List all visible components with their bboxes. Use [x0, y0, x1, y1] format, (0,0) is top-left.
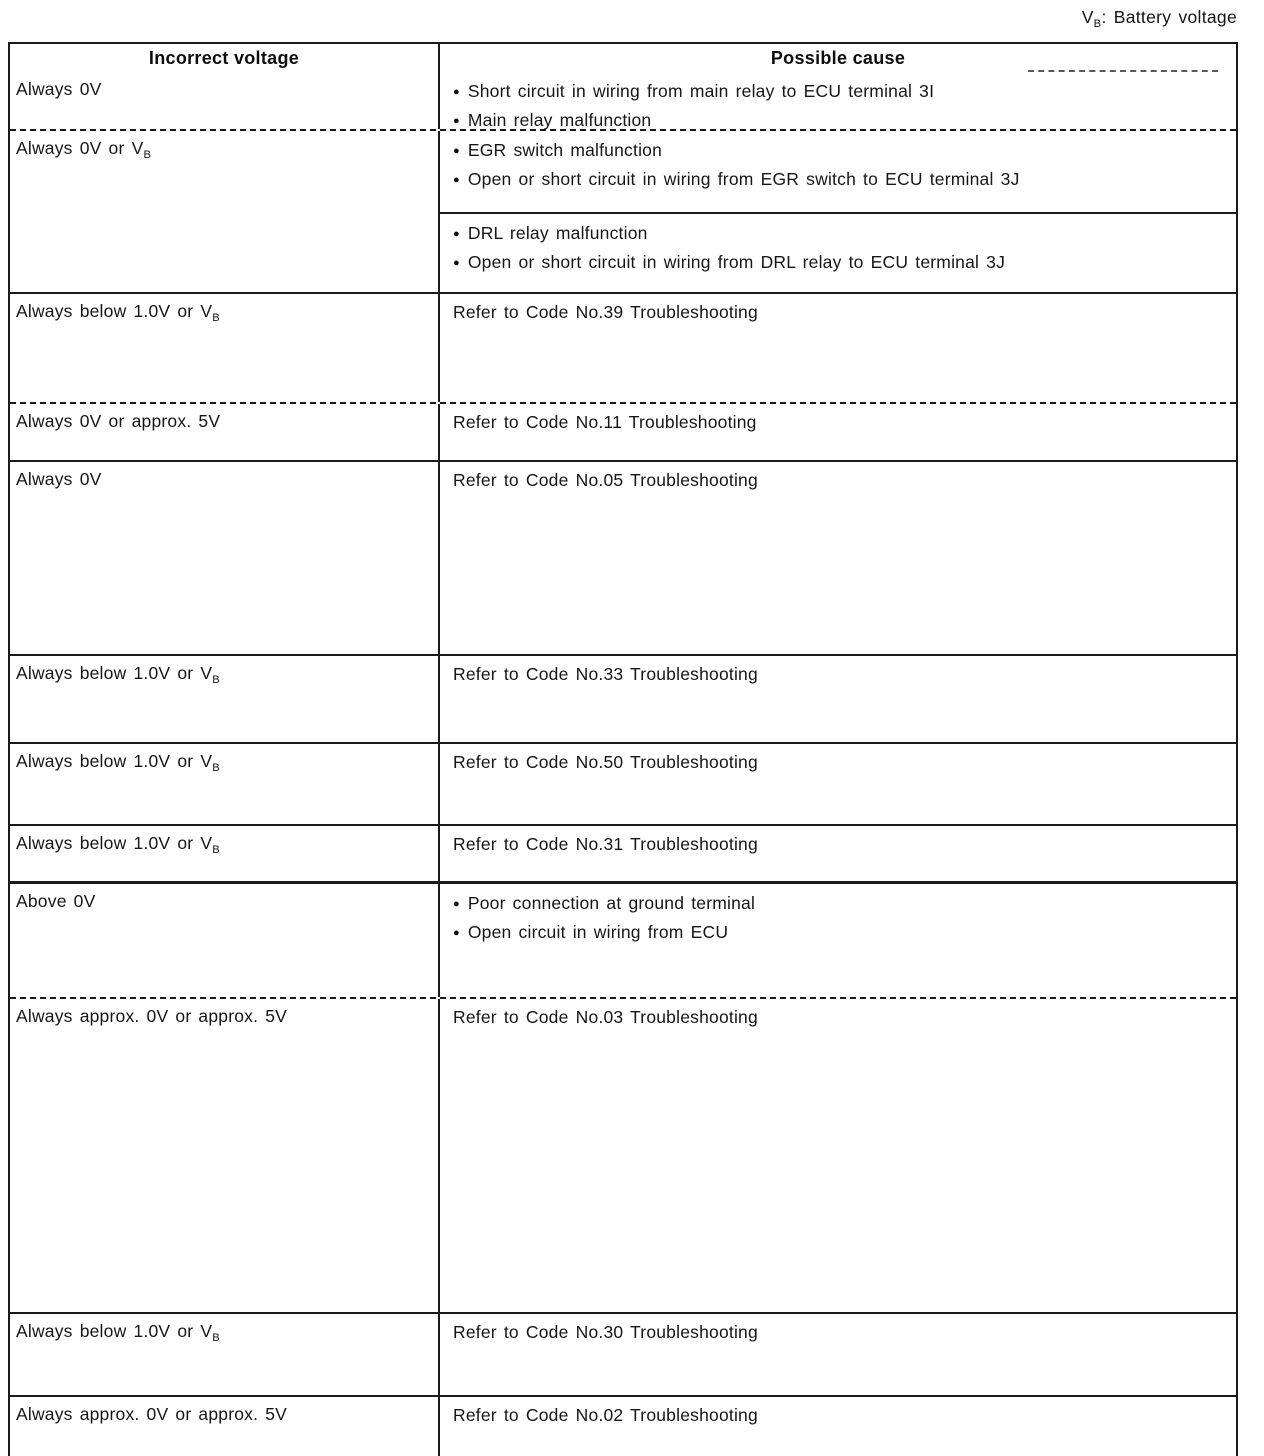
table-row — [10, 292, 1236, 402]
subscript-b: B — [1093, 18, 1102, 30]
voltage-cause-table — [8, 42, 1238, 1456]
possible-cause-cell — [440, 294, 1236, 402]
cause-subcell — [440, 884, 1236, 948]
table-row — [10, 1395, 1236, 1456]
incorrect-voltage-cell: Always below 1.0V or $V_B$ — [10, 294, 440, 402]
table-body — [10, 72, 1236, 1456]
cause-reference-text: Refer to Code No.05 Troubleshooting — [453, 470, 758, 490]
cause-reference-text: Refer to Code No.39 Troubleshooting — [453, 302, 758, 322]
incorrect-voltage-cell: Always below 1.0V or $V_B$ — [10, 826, 440, 881]
cause-bullet-text: Main relay malfunction — [467, 110, 652, 130]
possible-cause-cell — [440, 1397, 1236, 1456]
table-row — [10, 997, 1236, 1312]
cause-bullet-item — [453, 890, 1224, 919]
incorrect-voltage-cell: Always below 1.0V or $V_B$ — [10, 1314, 440, 1395]
bullet-icon: ● — [453, 86, 460, 98]
column-header-incorrect-voltage: Incorrect voltage — [10, 44, 440, 72]
table-row — [10, 881, 1236, 997]
cause-bullet-text: Open or short circuit in wiring from EGR switch to ECU terminal 3J — [467, 169, 1020, 189]
incorrect-voltage-cell: Always approx. 0V or approx. 5V — [10, 1397, 440, 1456]
incorrect-voltage-cell: Always 0V — [10, 72, 440, 129]
cause-subcell — [440, 656, 1236, 685]
cause-subcell — [440, 1397, 1236, 1426]
cause-bullet-item — [453, 137, 1224, 166]
possible-cause-cell — [440, 999, 1236, 1312]
table-row — [10, 824, 1236, 881]
cause-reference-text: Refer to Code No.31 Troubleshooting — [453, 834, 758, 854]
bullet-icon: ● — [453, 145, 460, 157]
cause-subcell — [440, 1314, 1236, 1343]
bullet-icon: ● — [453, 228, 460, 240]
incorrect-voltage-cell: Above 0V — [10, 884, 440, 997]
cause-subcell — [440, 999, 1236, 1028]
cause-bullet-text: Open circuit in wiring from ECU — [467, 922, 729, 942]
subscript-b: B — [143, 149, 152, 161]
possible-cause-cell — [440, 462, 1236, 654]
possible-cause-cell — [440, 72, 1236, 129]
cause-subcell — [440, 462, 1236, 491]
bullet-icon: ● — [453, 898, 460, 910]
possible-cause-cell — [440, 826, 1236, 881]
cause-reference-text: Refer to Code No.03 Troubleshooting — [453, 1007, 758, 1027]
table-row — [10, 402, 1236, 460]
cause-subcell — [440, 294, 1236, 323]
cause-bullet-text: Open or short circuit in wiring from DRL relay to ECU terminal 3J — [467, 252, 1006, 272]
table-row — [10, 72, 1236, 129]
cause-subcell — [440, 131, 1236, 212]
table-row — [10, 654, 1236, 742]
possible-cause-cell — [440, 131, 1236, 292]
cause-bullet-item — [453, 166, 1224, 195]
subscript-b: B — [212, 674, 220, 686]
bullet-icon: ● — [453, 257, 460, 269]
cause-bullet-item — [453, 78, 1224, 107]
bullet-icon: ● — [453, 927, 460, 939]
cause-subcell — [440, 826, 1236, 855]
possible-cause-cell — [440, 404, 1236, 460]
cause-reference-text: Refer to Code No.30 Troubleshooting — [453, 1322, 758, 1342]
cause-bullet-text: DRL relay malfunction — [467, 223, 648, 243]
subscript-b: B — [212, 312, 220, 324]
cause-bullet-text: EGR switch malfunction — [467, 140, 663, 160]
column-header-possible-cause: Possible cause — [440, 44, 1236, 72]
possible-cause-cell — [440, 884, 1236, 997]
cause-reference-text: Refer to Code No.11 Troubleshooting — [453, 412, 757, 432]
subscript-b: B — [212, 844, 220, 856]
cause-reference-text: Refer to Code No.33 Troubleshooting — [453, 664, 758, 684]
table-row — [10, 129, 1236, 292]
cause-subcell — [440, 212, 1236, 292]
incorrect-voltage-cell: Always approx. 0V or approx. 5V — [10, 999, 440, 1312]
incorrect-voltage-cell: Always 0V or $V_B$ — [10, 131, 440, 292]
incorrect-voltage-cell: Always 0V or approx. 5V — [10, 404, 440, 460]
subscript-b: B — [212, 762, 220, 774]
cause-reference-text: Refer to Code No.50 Troubleshooting — [453, 752, 758, 772]
incorrect-voltage-cell: Always below 1.0V or $V_B$ — [10, 744, 440, 824]
subscript-b: B — [212, 1332, 220, 1344]
bullet-icon: ● — [453, 174, 460, 186]
possible-cause-cell — [440, 656, 1236, 742]
cause-bullet-item — [453, 919, 1224, 948]
incorrect-voltage-cell: Always 0V — [10, 462, 440, 654]
incorrect-voltage-cell: Always below 1.0V or $V_B$ — [10, 656, 440, 742]
cause-subcell — [440, 404, 1236, 433]
bullet-icon: ● — [453, 115, 460, 127]
cause-subcell — [440, 744, 1236, 773]
cause-bullet-item — [453, 220, 1224, 249]
battery-voltage-note: $V_B$: Battery voltage — [1081, 7, 1237, 30]
table-row — [10, 1312, 1236, 1395]
cause-subcell — [440, 72, 1236, 136]
cause-bullet-item — [453, 249, 1224, 278]
table-row — [10, 460, 1236, 654]
table-row — [10, 742, 1236, 824]
cause-reference-text: Refer to Code No.02 Troubleshooting — [453, 1405, 758, 1425]
cause-bullet-text: Short circuit in wiring from main relay to ECU terminal 3I — [467, 81, 935, 101]
table-header-row — [10, 44, 1236, 72]
possible-cause-cell — [440, 744, 1236, 824]
cause-bullet-text: Poor connection at ground terminal — [467, 893, 756, 913]
possible-cause-cell — [440, 1314, 1236, 1395]
